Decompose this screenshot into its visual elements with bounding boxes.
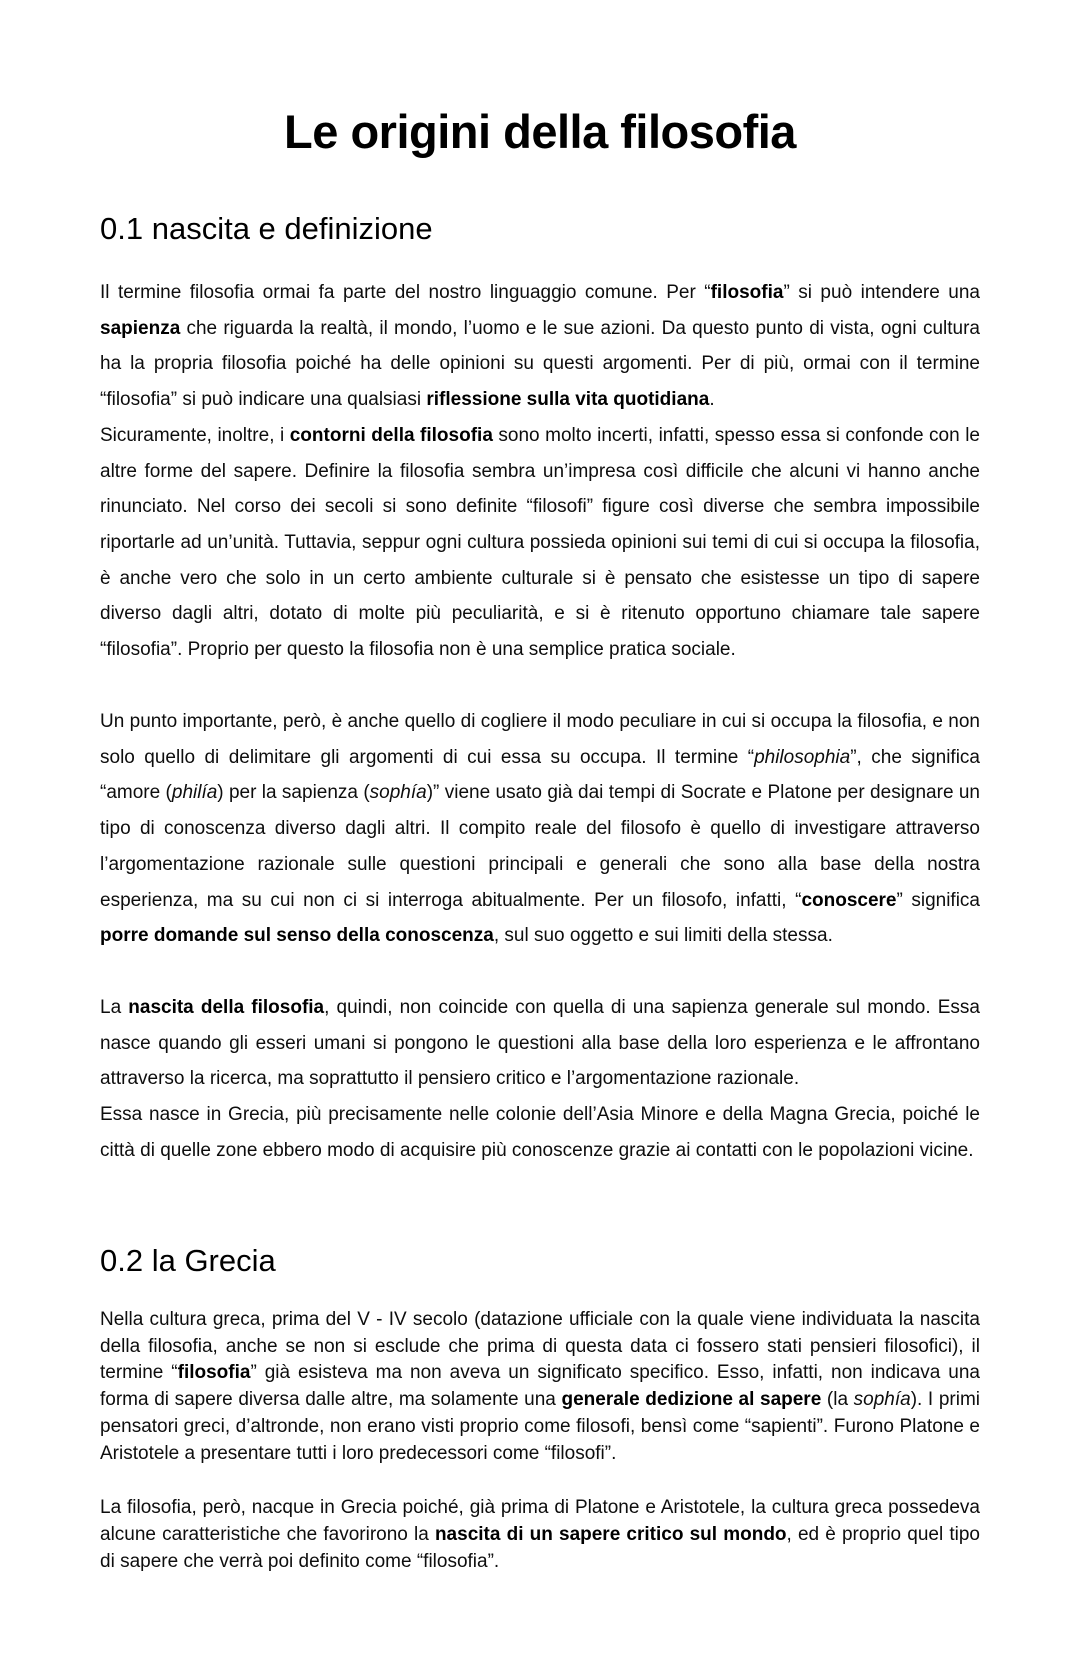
paragraph-definizione-2: Un punto importante, però, è anche quello di cogliere il modo peculiare in cui si occupa la filosofia, e non solo quello di delimitare gli argomenti di cui essa su occupa. Il termine “philosophia”, che significa “amore (philía) per la sapienza (sophía)” viene usato già dai tempi di Socrate e Platone per designare un tipo di conoscenza diverso dagli altri. Il compito reale del filosofo è quello di investigare attraverso l’argomentazione razionale sulle questioni principali e generali che sono alla base della nostra esperienza, ma su cui non ci si interroga abitualmente. Per un filosofo, infatti, “conoscere” significa porre domande sul senso della conoscenza, sul suo oggetto e sui limiti della stessa. bbox=[100, 710, 980, 947]
paragraph-grecia-2: La filosofia, però, nacque in Grecia poiché, già prima di Platone e Aristotele, la cultura greca possedeva alcune caratteristiche che favorirono la nascita di un sapere critico sul mondo, ed è proprio quel tipo di sapere che verrà poi definito come “filosofia”. bbox=[100, 1497, 980, 1573]
paragraph-definizione-3: La nascita della filosofia, quindi, non coincide con quella di una sapienza generale sul mondo. Essa nasce quando gli esseri umani si pongono le questioni alla base della loro esperienza e le affrontano attraverso la ricerca, ma soprattutto il pensiero critico e l’argomentazione razionale. Essa nasce in Grecia, più precisamente nelle colonie dell’Asia Minore e della Magna Grecia, poiché le città di quelle zone ebbero modo di acquisire più conoscenze grazie ai contatti con le popolazioni vicine. bbox=[100, 996, 981, 1161]
section-heading-la-grecia: 0.2 la Grecia bbox=[100, 1242, 276, 1278]
section-heading-nascita-e-definizione: 0.1 nascita e definizione bbox=[100, 211, 433, 246]
section-la-grecia bbox=[100, 1243, 980, 1577]
paragraph-definizione-1: Il termine filosofia ormai fa parte del nostro linguaggio comune. Per “filosofia” si può intendere una sapienza che riguarda la realtà, il mondo, l’uomo e le sue azioni. Da questo punto di vista, ogni cultura ha la propria filosofia poiché ha delle opinioni su questi argomenti. Per di più, ormai con il termine “filosofia” si può indicare una qualsiasi riflessione sulla vita quotidiana. Sicuramente, inoltre, i contorni della filosofia sono molto incerti, infatti, spesso essa si confonde con le altre forme del sapere. Definire la filosofia sembra un’impresa così difficile che alcuni vi hanno anche rinunciato. Nel corso dei secoli si sono definite “filosofi” figure così diverse che sembra impossibile riportarle ad un’unità. Tuttavia, seppur ogni cultura possieda opinioni sui temi di cui si occupa la filosofia, è anche vero che solo in un certo ambiente culturale si è pensato che esistesse un tipo di sapere diverso dagli altri, dotato di molte più peculiarità, e si è ritenuto opportuno chiamare tale sapere “filosofia”. Proprio per questo la filosofia non è una semplice pratica sociale. bbox=[100, 282, 980, 661]
page-title: Le origini della filosofia bbox=[284, 105, 796, 158]
paragraph-grecia-1: Nella cultura greca, prima del V - IV secolo (datazione ufficiale con la quale viene individuata la nascita della filosofia, anche se non si esclude che prima di questa data ci fossero stati pensieri filosofici), il termine “filosofia” già esisteva ma non aveva un significato specifico. Esso, infatti, non indicava una forma di sapere diversa dalle altre, ma solamente una generale dedizione al sapere (la sophía). I primi pensatori greci, d’altronde, non erano visti proprio come filosofi, bensì come “sapienti”. Furono Platone e Aristotele a presentare tutti i loro predecessori come “filosofi”. bbox=[100, 1308, 980, 1465]
section-nascita-e-definizione bbox=[100, 211, 980, 1169]
